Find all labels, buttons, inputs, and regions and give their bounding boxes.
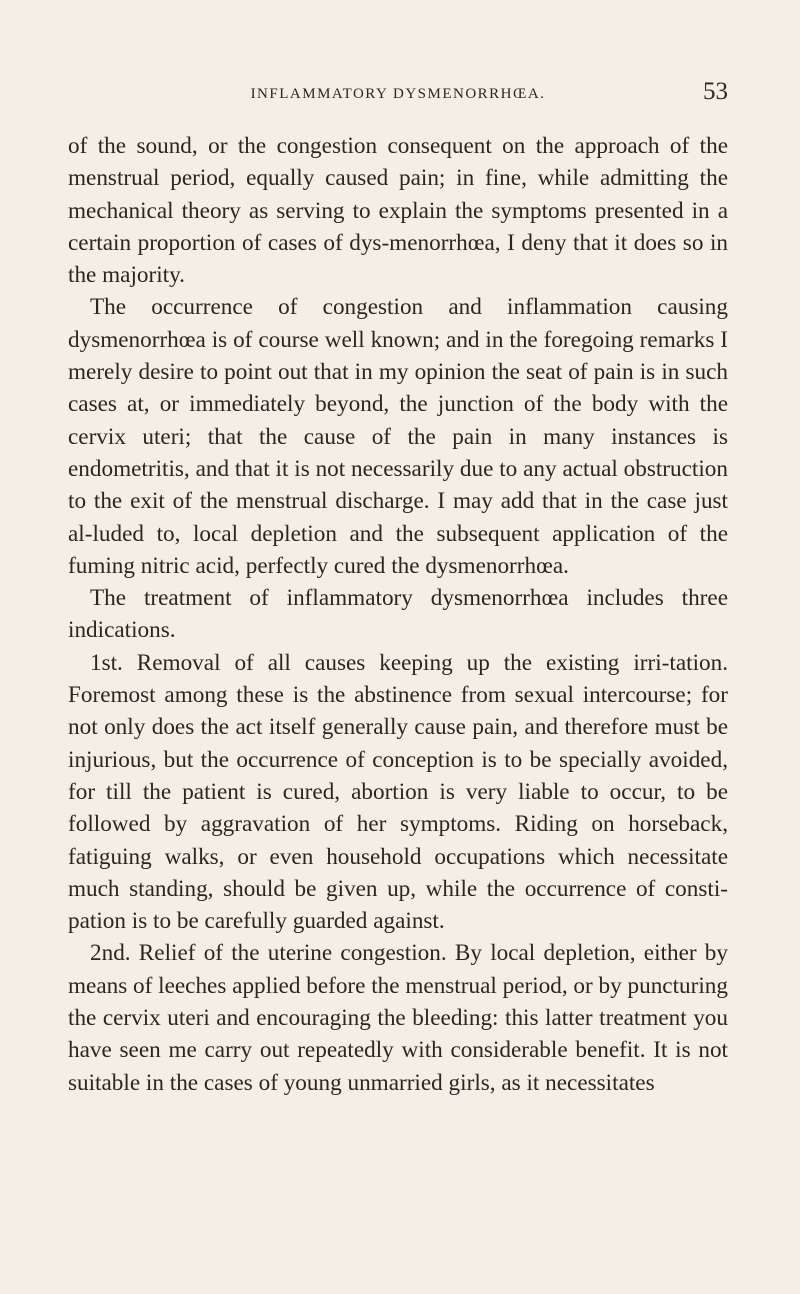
paragraph-congestion: The occurrence of congestion and inflammation causing dysmenorrhœa is of course well known; and in the foregoing remarks I merely desire to point out that in my opinion the seat of pain is in such cases at, or immediately beyond, the junction of the body with the cervix uteri; that the cause of the pain in many instances is endometritis, and that it is not necessarily due to any actual obstruction to the exit of the menstrual discharge. I may add that in the case just al-luded to, local depletion and the subsequent application of the fuming nitric acid, perfectly cured the dysmenorrhœa. xyxy=(68,294,728,579)
paragraph-treatment-intro: The treatment of inflammatory dysmenorrhœa includes three indications. xyxy=(68,585,728,644)
paragraph-first-indication: 1st. Removal of all causes keeping up the existing irri-tation. Foremost among these is the abstinence from sexual intercourse; for not only does the act itself generally cause pain, and therefore must be injurious, but the occurrence of conception is to be specially avoided, for till the patient is cured, abortion is very liable to occur, to be followed by aggravation of her symptoms. Riding on horseback, fatiguing walks, or even household occupations which necessitate much standing, should be given up, while the occurrence of consti-pation is to be carefully guarded against. xyxy=(68,649,728,935)
body-text xyxy=(68,130,728,1099)
running-head xyxy=(68,78,728,116)
paragraph-second-indication: 2nd. Relief of the uterine congestion. By local depletion, either by means of leeches applied before the menstrual period, or by puncturing the cervix uteri and encouraging the bleeding: this latter treatment you have seen me carry out repeatedly with considerable benefit. It is not suitable in the cases of young unmarried girls, as it necessitates xyxy=(68,940,728,1096)
running-title: INFLAMMATORY DYSMENORRHŒA. xyxy=(250,86,546,102)
paragraph-continuation: of the sound, or the congestion consequent on the approach of the menstrual period, equally caused pain; in fine, while admitting the mechanical theory as serving to explain the symptoms presented in a certain proportion of cases of dys-menorrhœa, I deny that it does so in the majority. xyxy=(68,133,728,289)
page-number: 53 xyxy=(703,78,728,105)
